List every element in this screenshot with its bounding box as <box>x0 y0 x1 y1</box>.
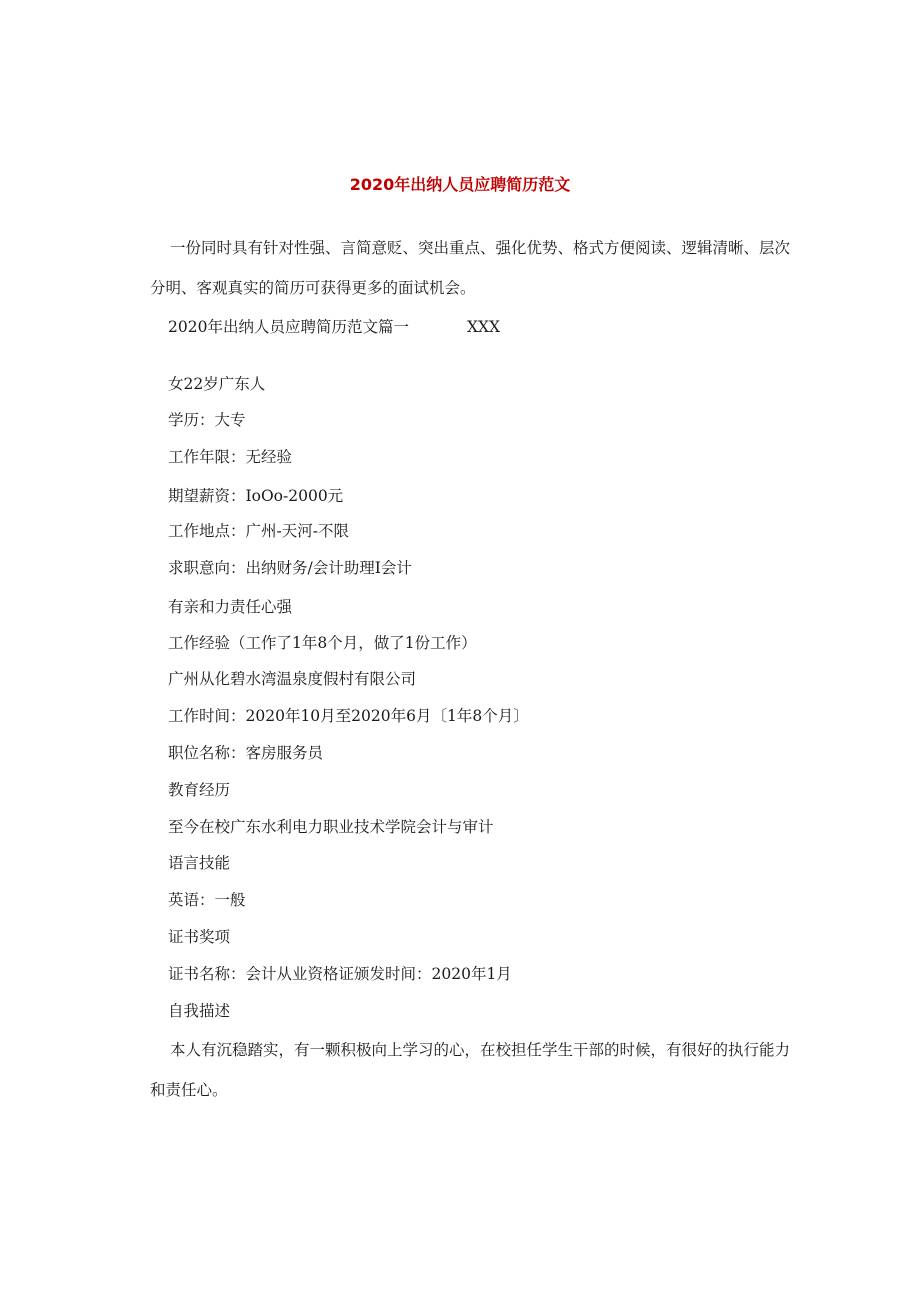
resume-line: 工作经验（工作了1年8个月，做了1份工作） <box>168 634 477 652</box>
resume-line: 工作地点：广州-天河-不限 <box>168 522 349 540</box>
resume-line: 广州从化碧水湾温泉度假村有限公司 <box>168 670 417 688</box>
resume-line: 工作年限：无经验 <box>168 448 293 466</box>
subheading-text: 2020年出纳人员应聘简历范文篇一 <box>168 318 409 336</box>
resume-line: 有亲和力责任心强 <box>168 598 293 616</box>
intro-paragraph: 一份同时具有针对性强、言简意贬、突出重点、强化优势、格式方便阅读、逻辑清晰、层次分明、客观真实的简历可获得更多的面试机会。 <box>150 239 791 297</box>
subheading <box>168 316 500 338</box>
resume-line: 学历：大专 <box>168 411 246 429</box>
resume-line: 证书奖项 <box>168 928 231 946</box>
resume-line: 职位名称：客房服务员 <box>168 744 324 762</box>
document-title: 2020年出纳人员应聘简历范文 <box>349 175 571 194</box>
resume-line: 语言技能 <box>168 854 231 872</box>
resume-line: 证书名称：会计从业资格证颁发时间：2020年1月 <box>168 965 512 983</box>
resume-line: 英语：一般 <box>168 891 246 909</box>
resume-line: 至今在校广东水利电力职业技术学院会计与审计 <box>168 818 494 836</box>
resume-line: 教育经历 <box>168 781 231 799</box>
resume-line: 求职意向：出纳财务/会计助理I会计 <box>168 559 412 577</box>
resume-line: 期望薪资：IoOo-2000元 <box>168 487 344 505</box>
resume-line: 自我描述 <box>168 1002 231 1020</box>
closing-paragraph: 本人有沉稳踏实，有一颗积极向上学习的心，在校担任学生干部的时候，有很好的执行能力和责任心。 <box>150 1041 791 1099</box>
resume-line: 工作时间：2020年10月至2020年6月〔1年8个月〕 <box>168 707 529 725</box>
resume-line: 女22岁广东人 <box>168 375 266 393</box>
subheading-name: XXX <box>466 318 501 336</box>
